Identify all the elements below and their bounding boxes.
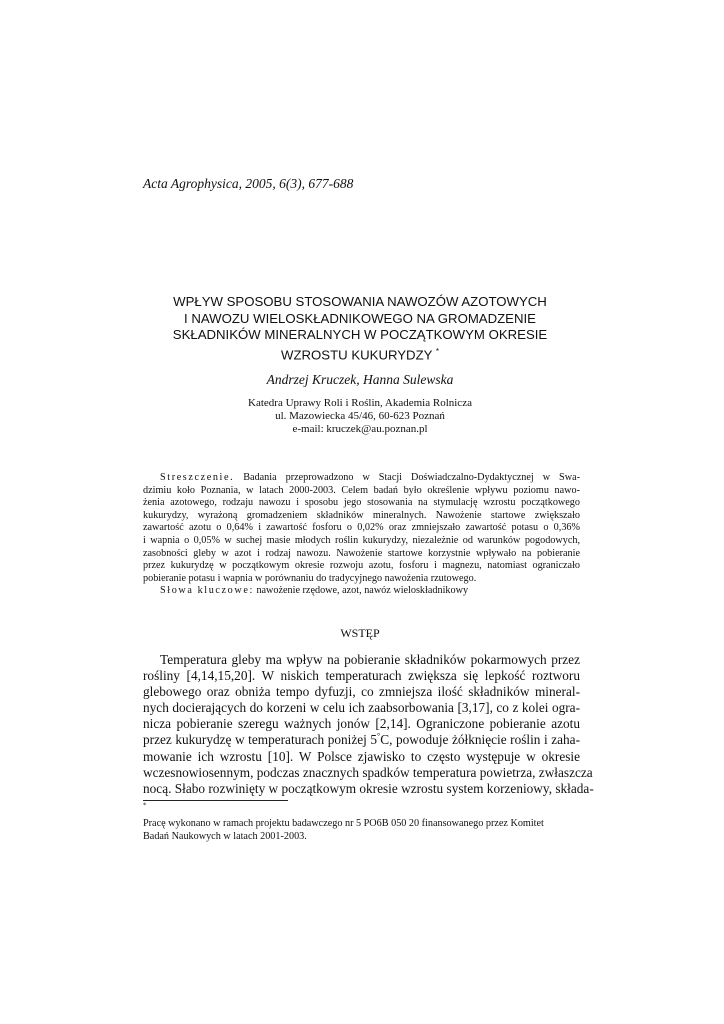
abstract-label: Streszczenie.: [160, 472, 235, 483]
title-line-text: WZROSTU KUKURYDZY: [281, 346, 433, 362]
title-line: [140, 344, 580, 364]
body-line: nych docierających do korzeni w celu ich zaabsorbowania [3,17], co z kolei ogra-: [143, 700, 580, 716]
abstract-line: pobieranie potasu i wapnia w porównaniu do tradycyjnego nawożenia rzutowego.: [143, 572, 477, 584]
journal-citation: Acta Agrophysica, 2005, 6(3), 677-688: [143, 176, 354, 191]
degree-sign: °: [377, 732, 381, 742]
abstract-line: przez kukurydzę w początkowym okresie rozwoju azotu, fosforu i magnezu, natomiast ograniczało: [143, 560, 580, 572]
keywords: nawożenie rzędowe, azot, nawóz wieloskładnikowy: [256, 585, 469, 597]
abstract-line: zasobności gleby w azot i rodzaj nawozu. Nawożenie startowe korzystnie wpływało na pobieranie: [143, 547, 580, 559]
title-footnote-mark: *: [435, 346, 439, 356]
abstract-line: Streszczenie. Badania przeprowadzono w Stacji Doświadczalno-Dydaktycznej w Swa-: [160, 472, 580, 483]
body-line: przez kukurydzę w temperaturach poniżej 5°C, powoduje żółknięcie roślin i zaha-: [143, 732, 580, 748]
affiliation-dept: Katedra Uprawy Roli i Roślin, Akademia Rolnicza: [248, 397, 472, 409]
affiliation-address: ul. Mazowiecka 45/46, 60-623 Poznań: [275, 410, 445, 422]
body-line: nocą. Słabo rozwinięty w początkowym okresie wzrostu system korzeniowy, składa-: [143, 780, 594, 796]
body-line: rośliny [4,14,15,20]. W niskich temperaturach zwiększa się lepkość roztworu: [143, 668, 580, 684]
body-line: nicza pobieranie szeregu ważnych jonów [2,14]. Ograniczone pobieranie azotu: [143, 716, 580, 732]
title-line: I NAWOZU WIELOSKŁADNIKOWEGO NA GROMADZENIE: [184, 310, 536, 326]
abstract-line: żenia azotowego, rodzaju nawozu i sposobu jego stosowania na stymulację wzrostu początkowego: [143, 497, 580, 509]
abstract: [143, 472, 580, 598]
body-line: glebowego oraz obniża tempo dyfuzji, co zmniejsza ilość składników mineral-: [143, 684, 580, 700]
affiliation: [140, 397, 580, 436]
abstract-line: dzimiu koło Poznania, w latach 2000-2003. Celem badań było określenie wpływu poziomu nawo-: [143, 484, 580, 496]
section-heading: WSTĘP: [340, 626, 380, 640]
body-line: wczesnowiosennym, podczas znacznych spadków temperatura powietrza, zwłaszcza: [143, 764, 593, 780]
title-line: WPŁYW SPOSOBU STOSOWANIA NAWOZÓW AZOTOWYCH: [173, 294, 547, 309]
footnote-line: * Pracę wykonano w ramach projektu badawczego nr 5 PO6B 050 20 finansowanego przez Komitet: [143, 801, 544, 829]
footnote-divider: [143, 800, 288, 801]
section-body: [143, 652, 594, 797]
footnote: [143, 803, 583, 844]
affiliation-email: e-mail: kruczek@au.poznan.pl: [292, 423, 428, 435]
title-line: SKŁADNIKÓW MINERALNYCH W POCZĄTKOWYM OKRESIE: [172, 327, 548, 342]
footnote-line: Badań Naukowych w latach 2001-2003.: [143, 831, 307, 843]
authors: Andrzej Kruczek, Hanna Sulewska: [266, 372, 454, 387]
paper-title: [140, 294, 580, 363]
abstract-line: kukurydzy, wyrażoną gromadzeniem składników mineralnych. Nawożenie startowe zwiększało: [143, 509, 580, 521]
abstract-line: i wapnia o 0,05% w suchej masie młodych roślin kukurydzy, niezależnie od warunków pogodowych,: [143, 534, 580, 546]
abstract-line: zawartość azotu o 0,64% i zawartość fosforu o 0,02% oraz zmniejszało zawartość potasu o 0,36%: [143, 522, 580, 534]
body-line: Temperatura gleby ma wpływ na pobieranie składników pokarmowych przez: [160, 652, 580, 667]
keywords-label: Słowa kluczowe:: [160, 585, 254, 597]
footnote-mark: *: [143, 801, 147, 810]
keywords-line: [143, 585, 580, 598]
body-line: mowanie ich wzrostu [10]. W Polsce zjawisko to często występuje w okresie: [143, 748, 580, 764]
